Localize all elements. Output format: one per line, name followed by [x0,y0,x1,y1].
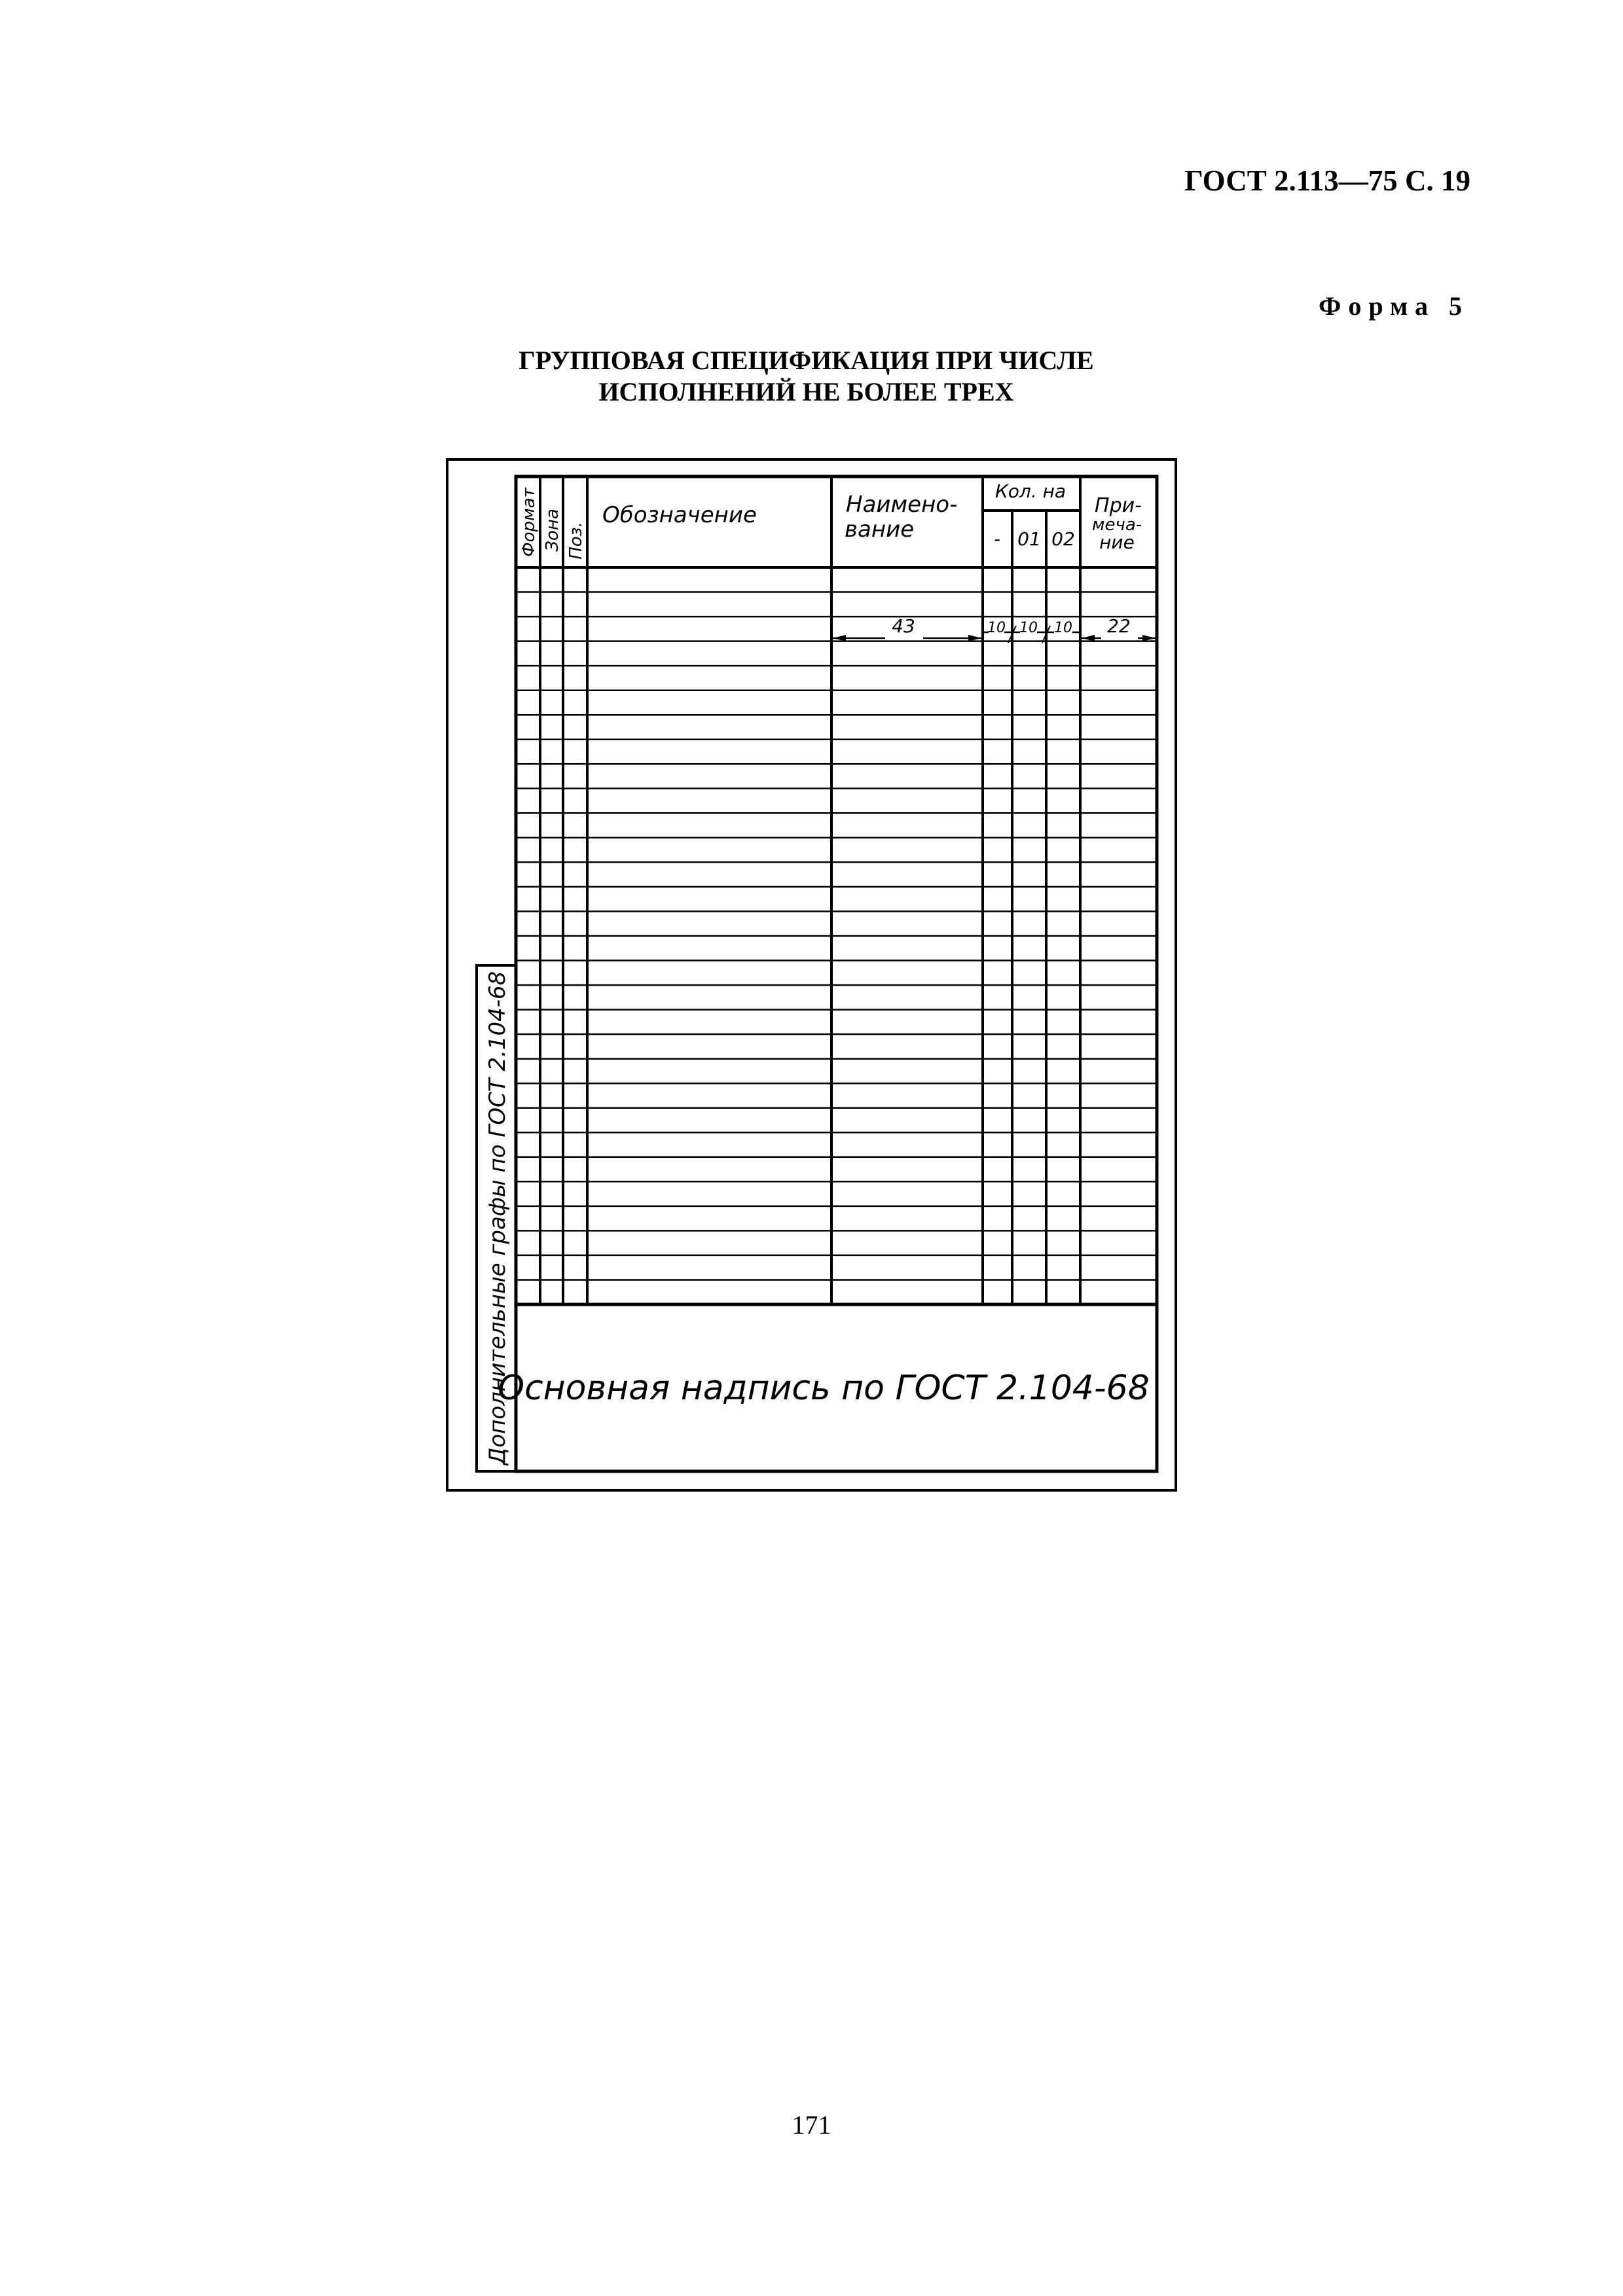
col-note-label-3: ние [1099,531,1135,553]
dimension-name-width: 43 [892,615,915,637]
column-lines [540,476,1080,1304]
dimension-qty-2: 10 [1019,620,1038,636]
col-designation-label: Обозначение [602,502,757,528]
dimension-note-width: 22 [1107,615,1131,637]
title-line-1: ГРУППОВАЯ СПЕЦИФИКАЦИЯ ПРИ ЧИСЛЕ [519,346,1094,375]
col-name-label-2: вание [845,516,915,543]
col-qty-sub-1: - [993,528,1001,550]
title-line-2: ИСПОЛНЕНИЙ НЕ БОЛЕЕ ТРЕХ [598,377,1014,406]
title-block-label: Основная надпись по ГОСТ 2.104-68 [498,1369,1150,1408]
col-note-label-2: меча- [1091,515,1142,535]
col-qty-sub-2: 01 [1017,528,1041,550]
col-pos-label: Поз. [566,522,586,560]
col-name-label-1: Наимено- [846,492,958,518]
page-number: 171 [792,2110,831,2140]
document-header: ГОСТ 2.113—75 С. 19 [1184,164,1470,197]
col-qty-sub-3: 02 [1051,528,1075,550]
row-lines [516,592,1157,1280]
form-label: Форма 5 [1319,291,1469,321]
col-zone-label: Зона [543,509,562,552]
sheet-outer-frame [447,459,1176,1490]
col-format-label: Формат [519,488,539,557]
col-note-label-1: При- [1095,494,1142,517]
col-qty-header: Кол. на [994,480,1067,502]
additional-columns-label: Дополнительные графы по ГОСТ 2.104-68 [484,971,511,1465]
dimension-qty-1: 10 [987,620,1006,636]
dimension-annotations [833,615,1156,643]
dimension-qty-3: 10 [1054,620,1072,636]
